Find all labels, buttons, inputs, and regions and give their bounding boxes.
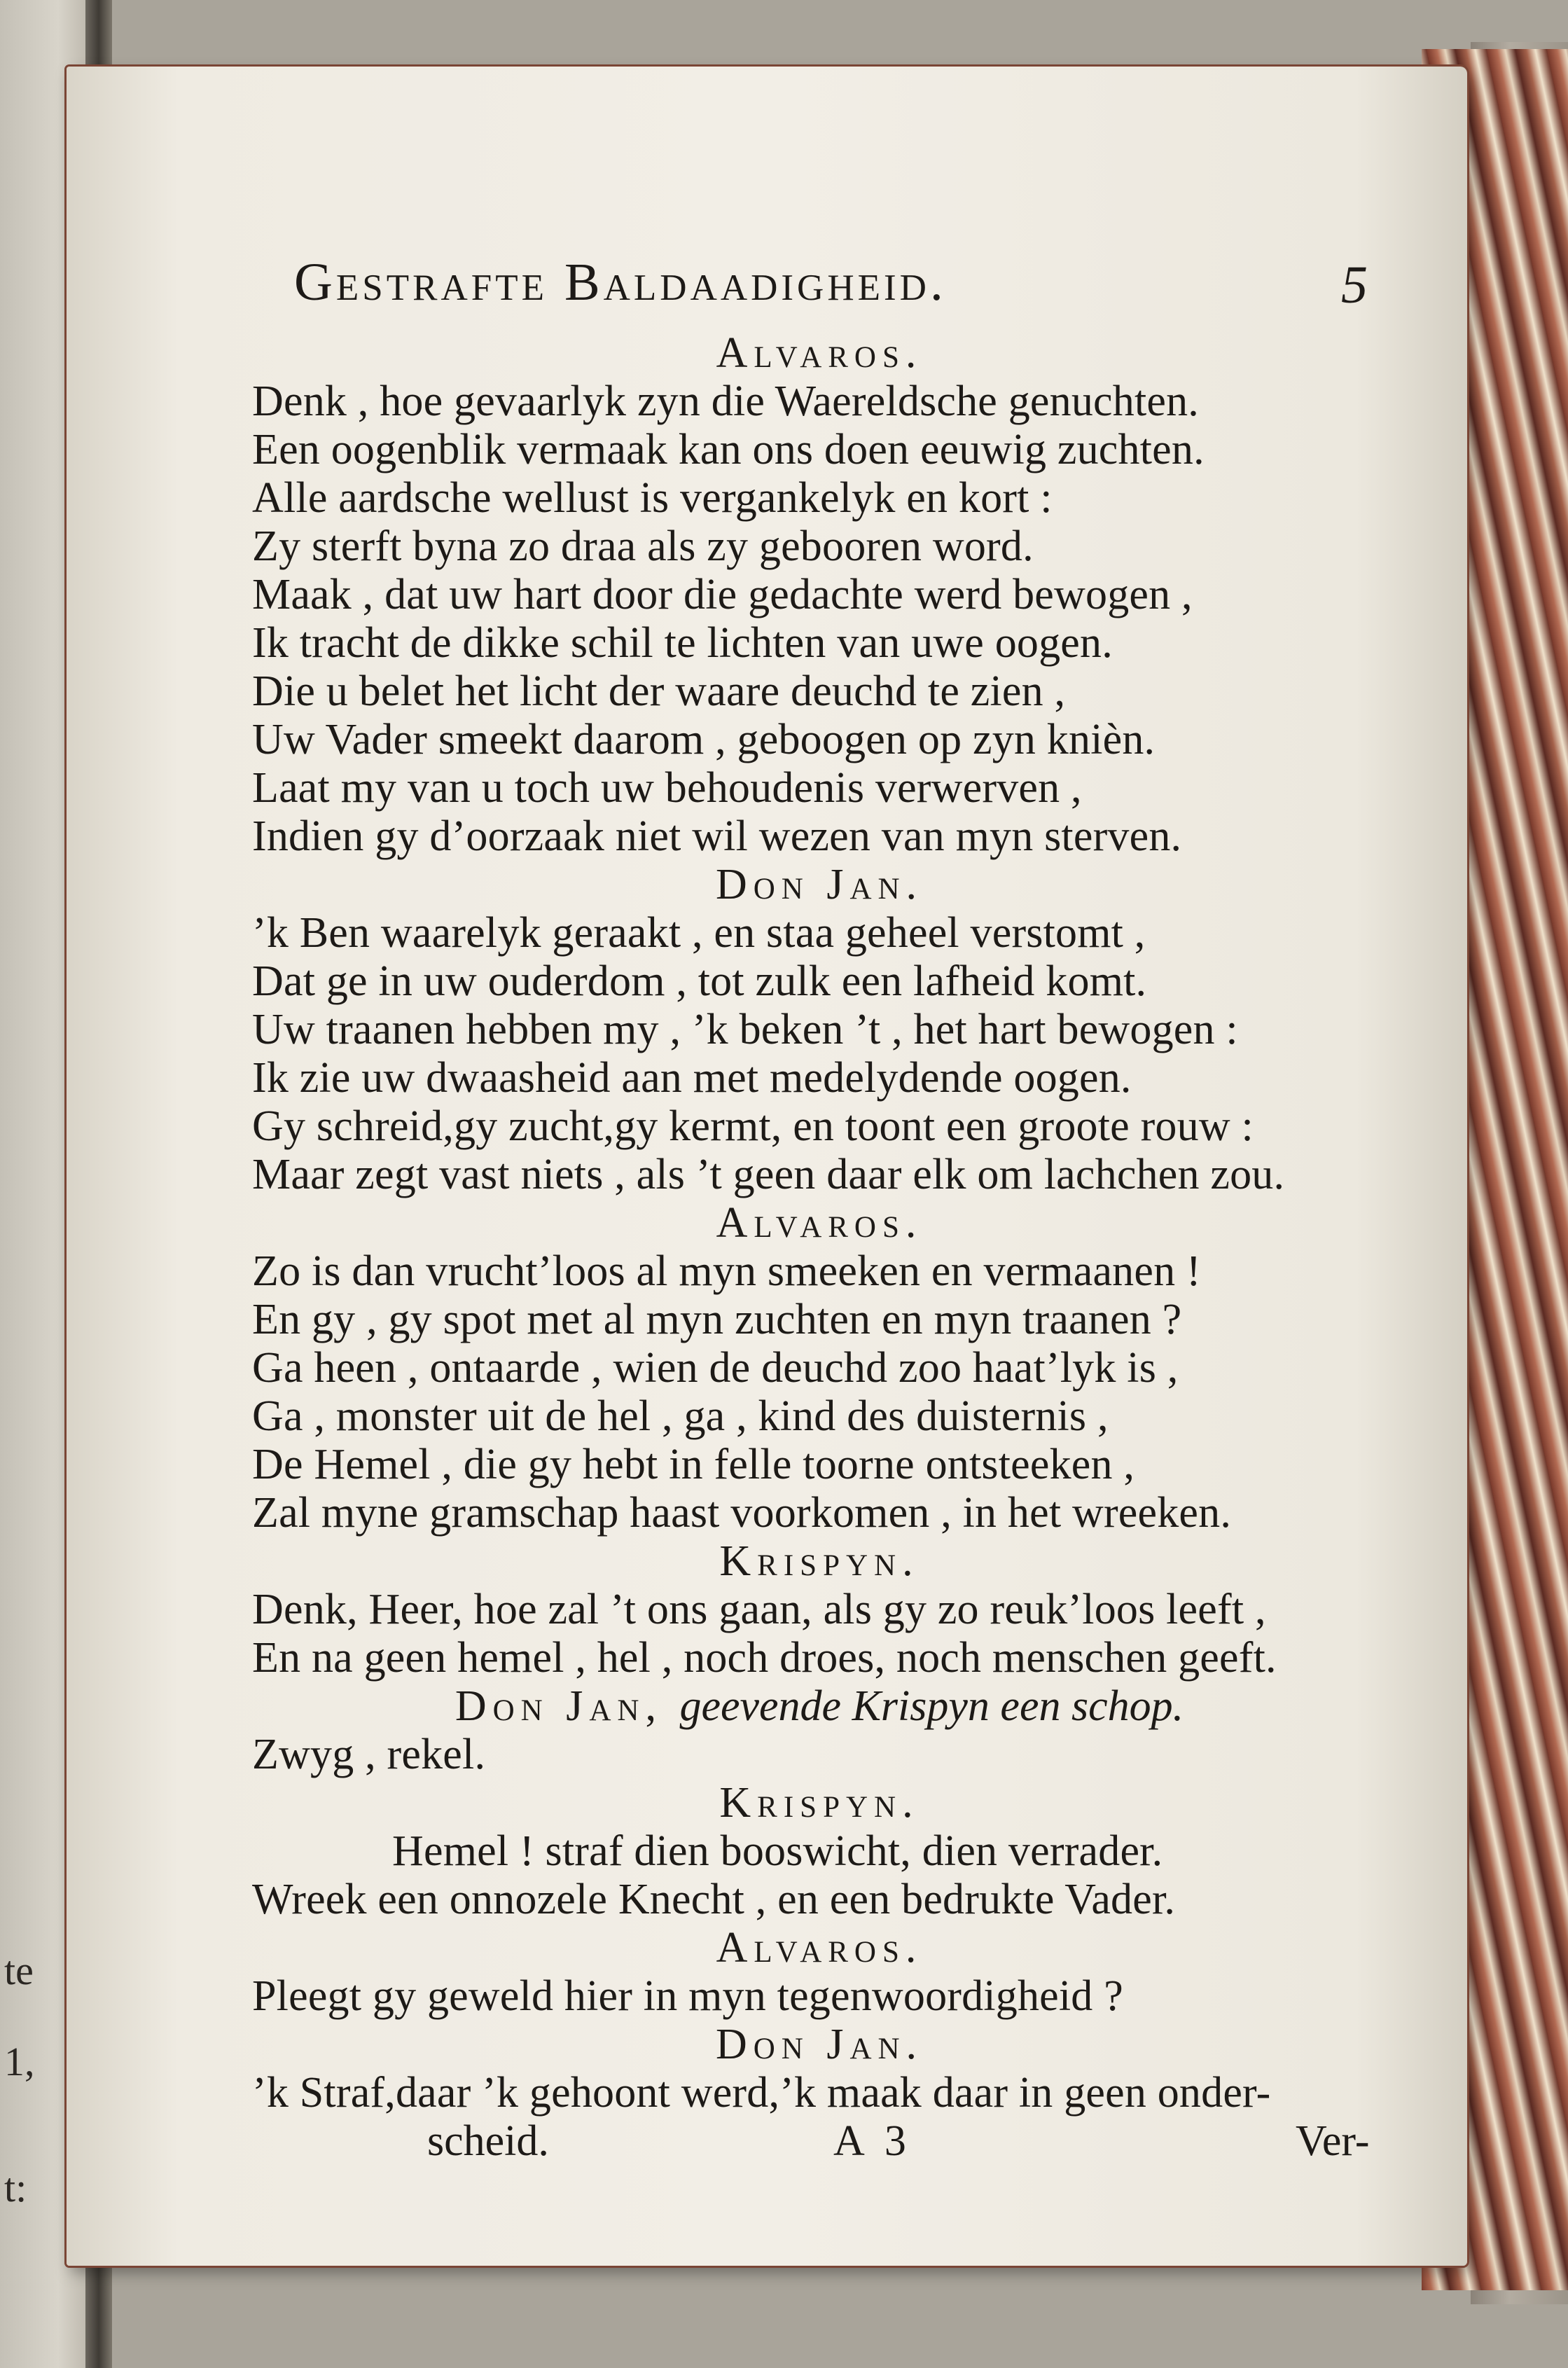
verse-line: Een oogenblik vermaak kan ons doen eeuwig zuchten. bbox=[252, 426, 1205, 473]
verse-line: Ik zie uw dwaasheid aan met medelydende oogen. bbox=[252, 1054, 1132, 1102]
verse-line: Uw traanen hebben my , ’k beken ’t , het hart bewogen : bbox=[252, 1006, 1238, 1053]
play-text bbox=[252, 329, 1387, 2117]
verse-line: Zy sterft byna zo draa als zy gebooren word. bbox=[252, 522, 1034, 570]
left-page-fragment: t: bbox=[4, 2165, 27, 2210]
speaker-label: Don Jan, bbox=[455, 1682, 662, 1730]
verse-line: Zo is dan vrucht’loos al myn smeeken en vermaanen ! bbox=[252, 1247, 1201, 1295]
left-page-fragment: 1, bbox=[4, 2039, 35, 2084]
speaker-name bbox=[252, 861, 1387, 909]
running-title: Gestrafte Baldaadigheid. bbox=[294, 253, 947, 312]
speaker-label: Alvaros. bbox=[716, 329, 923, 377]
verse-line: Wreek een onnozele Knecht , en een bedrukte Vader. bbox=[252, 1876, 1176, 1923]
verse-line: ’k Straf,daar ’k gehoont werd,’k maak daar in geen onder- bbox=[252, 2069, 1271, 2117]
speaker-label: Don Jan. bbox=[715, 2021, 924, 2068]
verse-line: Die u belet het licht der waare deuchd te zien , bbox=[252, 667, 1066, 715]
verse-line: Dat ge in uw ouderdom , tot zulk een lafheid komt. bbox=[252, 957, 1147, 1005]
verse-line: Ga heen , ontaarde , wien de deuchd zoo haat’lyk is , bbox=[252, 1344, 1179, 1392]
verse-line: Ik tracht de dikke schil te lichten van uwe oogen. bbox=[252, 619, 1113, 667]
verse-line: Zal myne gramschap haast voorkomen , in het wreeken. bbox=[252, 1489, 1232, 1537]
speaker-label: Alvaros. bbox=[716, 1924, 923, 1972]
page-number: 5 bbox=[1341, 256, 1368, 314]
last-word: scheid. bbox=[427, 2117, 549, 2165]
verse-line: En gy , gy spot met al myn zuchten en myn traanen ? bbox=[252, 1296, 1182, 1343]
speaker-label: Krispyn. bbox=[719, 1779, 920, 1827]
speaker-name bbox=[252, 1199, 1387, 1247]
verse-line: Hemel ! straf dien booswicht, dien verrader. bbox=[392, 1827, 1163, 1875]
page-footer bbox=[252, 2117, 1387, 2166]
speaker-name bbox=[252, 329, 1387, 378]
verse-line: Ga , monster uit de hel , ga , kind des duisternis , bbox=[252, 1392, 1109, 1440]
verse-line: En na geen hemel , hel , noch droes, noch menschen geeft. bbox=[252, 1634, 1277, 1682]
speaker-name bbox=[252, 1779, 1387, 1827]
speaker-name bbox=[252, 2021, 1387, 2069]
running-head bbox=[252, 252, 1387, 329]
speaker-label: Don Jan. bbox=[715, 861, 924, 908]
verse-line: Uw Vader smeekt daarom , geboogen op zyn knièn. bbox=[252, 716, 1156, 763]
verse-line: Laat my van u toch uw behoudenis verwerven , bbox=[252, 764, 1082, 812]
verse-line: Zwyg , rekel. bbox=[252, 1731, 486, 1778]
left-page-fragment: te bbox=[4, 1948, 34, 1993]
verse-line: Denk , hoe gevaarlyk zyn die Waereldsche genuchten. bbox=[252, 378, 1200, 425]
speaker-label: Alvaros. bbox=[716, 1199, 923, 1247]
verse-line: Denk, Heer, hoe zal ’t ons gaan, als gy zo reuk’loos leeft , bbox=[252, 1586, 1266, 1633]
book-page bbox=[67, 67, 1467, 2266]
verse-line: Alle aardsche wellust is vergankelyk en kort : bbox=[252, 474, 1053, 522]
stage-direction: geevende Krispyn een schop. bbox=[679, 1682, 1184, 1730]
speaker-label: Krispyn. bbox=[719, 1537, 920, 1585]
verse-line: Indien gy d’oorzaak niet wil wezen van myn sterven. bbox=[252, 812, 1182, 860]
speaker-name bbox=[252, 1924, 1387, 1972]
verse-line: Maak , dat uw hart door die gedachte werd bewogen , bbox=[252, 571, 1193, 618]
verse-line: Maar zegt vast niets , als ’t geen daar elk om lachchen zou. bbox=[252, 1151, 1285, 1198]
page-text-block bbox=[252, 252, 1387, 2166]
speaker-name bbox=[252, 1682, 1387, 1731]
verse-line: Pleegt gy geweld hier in myn tegenwoordigheid ? bbox=[252, 1972, 1123, 2020]
signature-mark: A 3 bbox=[833, 2117, 912, 2165]
verse-line: ’k Ben waarelyk geraakt , en staa geheel verstomt , bbox=[252, 909, 1146, 957]
speaker-name bbox=[252, 1537, 1387, 1586]
catchword: Ver- bbox=[1296, 2117, 1370, 2165]
verse-line: Gy schreid,gy zucht,gy kermt, en toont een groote rouw : bbox=[252, 1102, 1254, 1150]
verse-line: De Hemel , die gy hebt in felle toorne ontsteeken , bbox=[252, 1441, 1135, 1488]
